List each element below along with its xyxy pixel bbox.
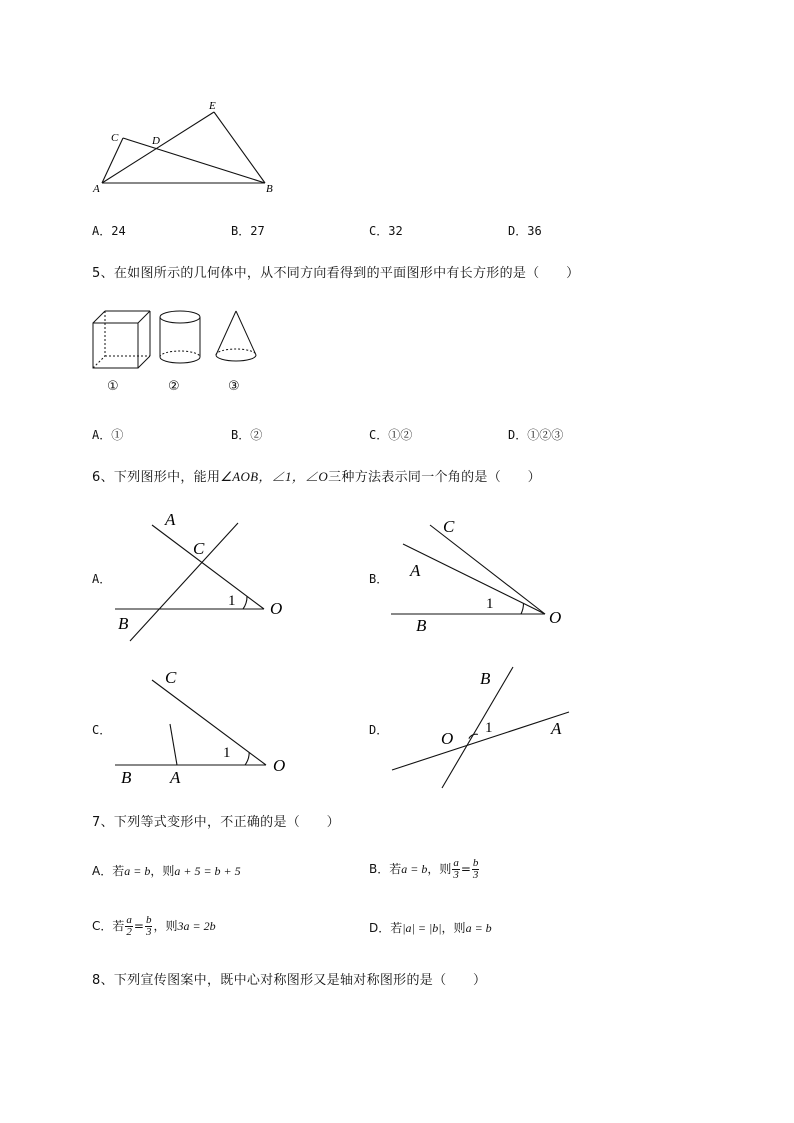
q7-option-a[interactable]	[92, 862, 241, 879]
q5-option-c[interactable]: C．①②	[369, 428, 413, 442]
q7-a-result: a + 5 = b + 5	[174, 864, 241, 878]
fig-b-label-b: B	[416, 616, 427, 635]
q6-option-c[interactable]: C．	[92, 723, 112, 737]
q7-c-eq: =	[133, 919, 144, 933]
q5-stem: 5、在如图所示的几何体中，从不同方向看得到的平面图形中有长方形的是（ ）	[92, 266, 580, 281]
solid-label-2: ②	[168, 379, 180, 394]
q7-option-b[interactable]	[369, 854, 480, 884]
fig-c-label-c: C	[165, 668, 177, 687]
frac-den: 3	[145, 926, 152, 938]
q4-triangle-figure	[90, 98, 280, 198]
q6-option-a[interactable]: A．	[92, 572, 112, 586]
fig-c-label-b: B	[121, 768, 132, 787]
q7-stem: 7、下列等式变形中，不正确的是（ ）	[92, 815, 340, 830]
q4-option-d[interactable]: D．36	[508, 224, 542, 238]
frac-den: 3	[472, 869, 479, 881]
cone-solid	[216, 311, 256, 361]
point-label-a: A	[93, 183, 100, 195]
q5-option-a[interactable]: A．①	[92, 428, 124, 442]
q7-b-eq: =	[460, 862, 471, 876]
fig-d-label-o: O	[441, 729, 454, 748]
segment-eb	[214, 112, 265, 183]
segment-cb	[123, 138, 265, 183]
q6-stem-pre: 6、下列图形中，能用	[92, 470, 221, 485]
fig-d-label-a: A	[551, 719, 562, 738]
q5-option-d[interactable]: D．①②③	[508, 428, 564, 442]
q6-option-d[interactable]: D．	[369, 723, 389, 737]
fig-b-label-c: C	[443, 517, 455, 536]
q7-b-frac-right	[472, 858, 480, 881]
point-label-e: E	[209, 100, 216, 112]
frac-num: a	[126, 914, 132, 926]
q6-stem-expr: ∠AOB，∠1，∠O	[220, 469, 329, 484]
fig-a-label-a: A	[165, 510, 176, 529]
cylinder-solid	[160, 311, 200, 363]
fig-d-label-b: B	[480, 669, 491, 688]
q7-a-cond: a = b	[124, 864, 151, 878]
q7-c-frac-right	[145, 915, 153, 938]
q7-d-cond: |a| = |b|	[402, 921, 442, 935]
q7-d-result: a = b	[465, 921, 492, 935]
q6-figure-c	[110, 660, 300, 790]
q6-stem-post: 三种方法表示同一个角的是（ ）	[328, 470, 541, 485]
q6-figure-a	[110, 505, 300, 650]
q7-option-d[interactable]	[369, 919, 492, 936]
q4-option-b[interactable]: B．27	[231, 224, 265, 238]
q7-d-sep: ，则	[441, 921, 466, 935]
fig-c-label-o: O	[273, 756, 286, 775]
q7-c-sep: ，则	[153, 919, 178, 933]
solid-label-1: ①	[107, 379, 119, 394]
fig-a-label-b: B	[118, 614, 129, 633]
q8-stem: 8、下列宣传图案中，既中心对称图形又是轴对称图形的是（ ）	[92, 973, 487, 988]
q5-solids-figure	[90, 305, 270, 370]
q7-c-frac-left	[125, 915, 133, 938]
fig-a-label-1: 1	[228, 593, 236, 609]
solid-label-3: ③	[228, 379, 240, 394]
fig-c-label-1: 1	[223, 745, 231, 761]
q7-option-c[interactable]	[92, 911, 216, 941]
frac-num: b	[145, 914, 152, 926]
q7-c-result: 3a = 2b	[177, 919, 216, 933]
fig-a-label-o: O	[270, 599, 283, 618]
fig-d-label-1: 1	[485, 720, 493, 736]
q7-d-prefix: D．若	[369, 921, 403, 935]
q5-option-b[interactable]: B．②	[231, 428, 263, 442]
fig-b-label-1: 1	[486, 596, 494, 612]
q6-option-b[interactable]: B．	[369, 572, 389, 586]
cube-solid	[93, 311, 150, 368]
frac-num: a	[453, 857, 459, 869]
q7-a-sep: ，则	[150, 864, 175, 878]
q4-option-a[interactable]: A．24	[92, 224, 126, 238]
q7-a-prefix: A．若	[92, 864, 125, 878]
frac-den: 3	[453, 869, 459, 881]
q7-b-prefix: B．若	[369, 862, 402, 876]
point-label-c: C	[111, 132, 119, 144]
q7-b-cond: a = b	[401, 862, 428, 876]
frac-den: 2	[126, 926, 132, 938]
fig-b-label-a: A	[410, 561, 421, 580]
point-label-b: B	[266, 183, 273, 195]
q6-figure-d	[385, 660, 585, 795]
q7-c-prefix: C．若	[92, 919, 125, 933]
q4-option-c[interactable]: C．32	[369, 224, 403, 238]
fig-a-label-c: C	[193, 539, 205, 558]
q6-figure-b	[385, 510, 585, 640]
frac-num: b	[472, 857, 479, 869]
fig-b-label-o: O	[549, 608, 562, 627]
fig-c-label-a: A	[170, 768, 181, 787]
point-label-d: D	[152, 135, 160, 147]
q7-b-frac-left	[452, 858, 460, 881]
q6-stem	[92, 466, 541, 485]
q7-b-sep: ，则	[427, 862, 452, 876]
